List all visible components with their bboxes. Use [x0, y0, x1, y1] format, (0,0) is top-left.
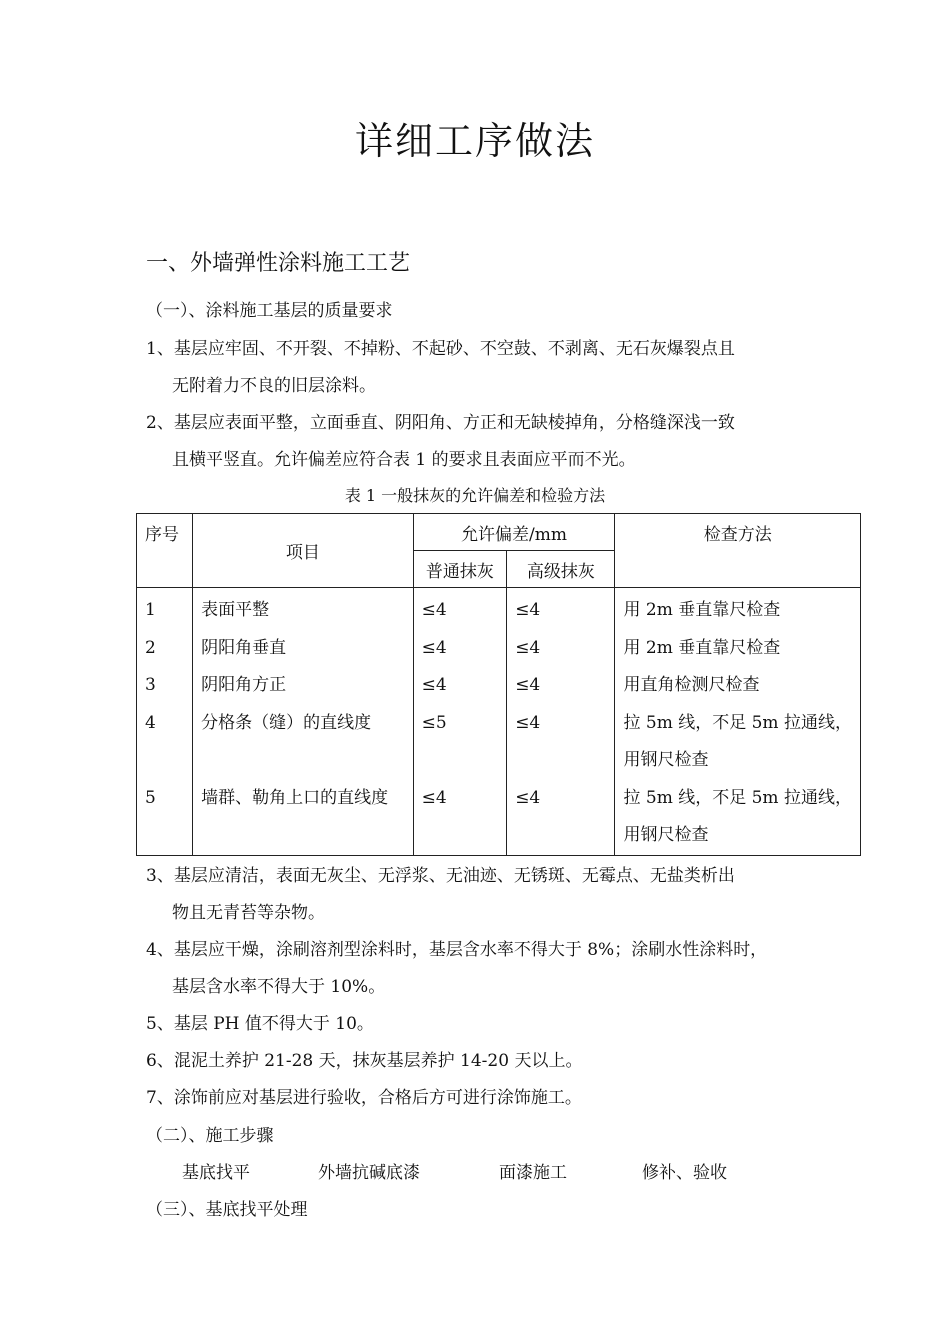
header-method: 检查方法 [615, 514, 861, 588]
table-cell: ≤4 [515, 675, 541, 695]
list-item-continuation: 无附着力不良的旧层涂料。 [172, 376, 376, 396]
table-cell: ≤4 [515, 600, 541, 620]
list-item: 1、基层应牢固、不开裂、不掉粉、不起砂、不空鼓、不剥离、无石灰爆裂点且 [146, 339, 735, 359]
table-cell: 4 [145, 712, 156, 733]
table-cell: 表面平整 [201, 600, 270, 620]
table-cell: 3 [145, 675, 156, 695]
subsection-heading: （三）、基底找平处理 [146, 1200, 308, 1220]
header-item: 项目 [193, 514, 414, 588]
header-normal: 普通抹灰 [413, 551, 507, 588]
list-item: 6、混泥土养护 21-28 天，抹灰基层养护 14-20 天以上。 [146, 1051, 583, 1071]
step-item: 修补、验收 [642, 1163, 727, 1183]
column-method [615, 588, 861, 856]
page-title: 详细工序做法 [354, 119, 595, 163]
table-cell [145, 817, 184, 855]
column-advanced [507, 588, 615, 856]
table-cell [422, 742, 499, 780]
table-cell: ≤5 [421, 712, 447, 733]
table-cell: ≤4 [421, 600, 447, 620]
table-cell [145, 742, 184, 780]
table-cell: ≤4 [421, 787, 447, 808]
table-cell: 阴阳角方正 [201, 675, 287, 695]
table-cell [515, 742, 606, 780]
column-no [137, 588, 193, 856]
table-cell: 用 2m 垂直靠尺检查 [623, 637, 781, 658]
list-item: 2、基层应表面平整，立面垂直、阴阳角、方正和无缺棱掉角，分格缝深浅一致 [146, 413, 735, 433]
list-item-continuation: 且横平竖直。允许偏差应符合表 1 的要求且表面应平而不光。 [172, 450, 636, 470]
table-cell: 拉 5m 线，不足 5m 拉通线， [623, 787, 852, 808]
step-item: 外墙抗碱底漆 [318, 1163, 420, 1183]
table-cell [515, 817, 606, 855]
table-cell: 5 [145, 787, 156, 808]
header-allow: 允许偏差/mm [413, 514, 615, 551]
subsection-heading: （一）、涂料施工基层的质量要求 [146, 301, 393, 321]
column-item [193, 588, 414, 856]
list-item: 7、涂饰前应对基层进行验收，合格后方可进行涂饰施工。 [146, 1088, 582, 1108]
step-item: 面漆施工 [499, 1163, 567, 1183]
table-cell: 1 [145, 600, 156, 620]
step-item: 基底找平 [182, 1163, 250, 1183]
table-cell [201, 817, 405, 855]
section-heading: 一、外墙弹性涂料施工工艺 [146, 251, 411, 276]
table-cell: 用 2m 垂直靠尺检查 [623, 600, 781, 620]
header-no: 序号 [137, 514, 193, 588]
table-cell [422, 817, 499, 855]
list-item-continuation: 物且无青苔等杂物。 [172, 903, 325, 923]
list-item: 4、基层应干燥，涂刷溶剂型涂料时，基层含水率不得大于 8%；涂刷水性涂料时， [146, 940, 768, 960]
table-cell [201, 742, 405, 780]
column-normal [413, 588, 507, 856]
tolerance-table [136, 513, 861, 856]
table-cell: 用钢尺检查 [623, 750, 709, 770]
header-advanced: 高级抹灰 [507, 551, 615, 588]
table-cell: 用直角检测尺检查 [623, 675, 760, 695]
table-cell: ≤4 [515, 637, 541, 658]
subsection-heading: （二）、施工步骤 [146, 1126, 274, 1146]
table-cell: ≤4 [515, 787, 541, 808]
table-cell: 分格条（缝）的直线度 [201, 712, 372, 733]
table-cell: 2 [145, 637, 156, 658]
table-cell: 墙群、勒角上口的直线度 [201, 787, 389, 808]
list-item: 5、基层 PH 值不得大于 10。 [146, 1014, 374, 1034]
table-cell: 阴阳角垂直 [201, 637, 287, 658]
list-item: 3、基层应清洁，表面无灰尘、无浮浆、无油迹、无锈斑、无霉点、无盐类析出 [146, 866, 735, 886]
table-caption: 表 1 一般抹灰的允许偏差和检验方法 [344, 486, 606, 505]
table-cell: 拉 5m 线，不足 5m 拉通线， [623, 712, 852, 733]
list-item-continuation: 基层含水率不得大于 10%。 [172, 977, 386, 997]
table-cell: ≤4 [515, 712, 541, 733]
table-cell: 用钢尺检查 [623, 825, 709, 845]
table-cell: ≤4 [421, 675, 447, 695]
table-cell: ≤4 [421, 637, 447, 658]
